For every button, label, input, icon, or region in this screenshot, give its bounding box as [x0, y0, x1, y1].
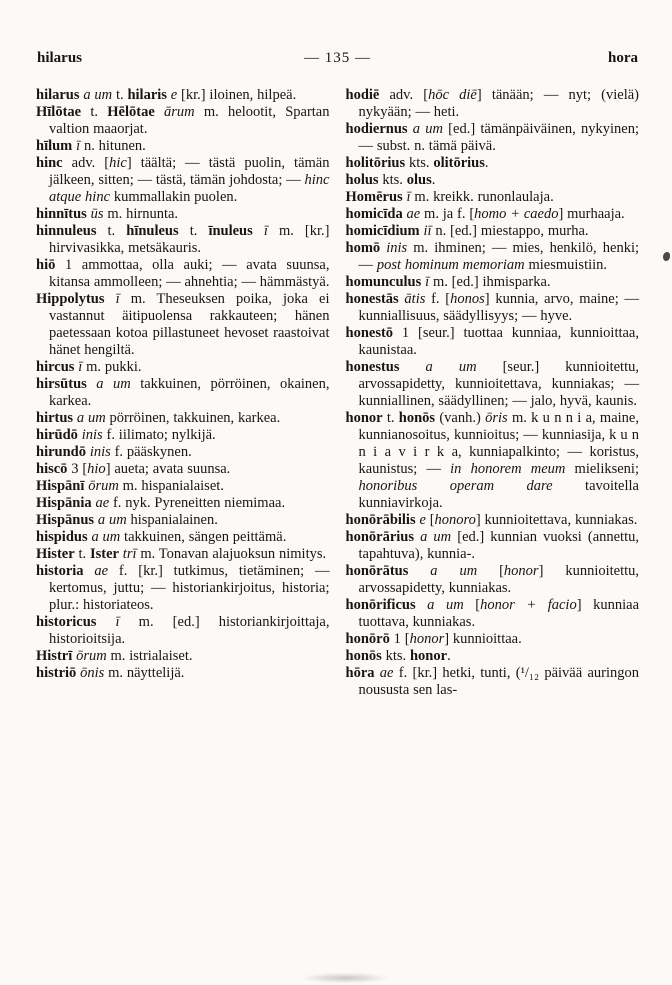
definition-text: ] kunnioittaa.: [444, 631, 522, 647]
inflection: ōrum: [76, 648, 107, 664]
definition-text: [: [463, 597, 481, 613]
definition-text: [400, 359, 426, 375]
headword: Hippolytus: [36, 291, 105, 307]
headword: homicīdium: [345, 223, 420, 239]
definition-text: [: [425, 512, 435, 528]
definition-text: 3 [: [67, 461, 88, 477]
right-column: [346, 87, 640, 699]
definition-text: f. nyk. Pyreneitten niemimaa.: [109, 495, 286, 511]
definition-text: f. [kr.] tutkimus, tietäminen; — kertomus, juttu; — historiankirjoitus, historia; plur.: historiateos.: [49, 563, 330, 613]
headword: hodiē: [345, 87, 380, 103]
definition-text: m. hispanialaiset.: [118, 478, 224, 494]
inflection: a um: [83, 87, 113, 103]
definition-text: [ed.] kunnian vuoksi (annettu, tapahtuva), kunnia-.: [358, 529, 639, 562]
dictionary-entry: [36, 359, 330, 376]
inflection: honor: [409, 631, 445, 647]
definition-text: [ed.] tämänpäiväinen, nykyinen; — subst. n. tämä päivä.: [358, 121, 639, 154]
scan-artifact: [300, 973, 390, 983]
headword: Hister: [36, 546, 75, 562]
inflection: in honorem meum: [450, 461, 566, 477]
headword: honestus: [345, 359, 400, 375]
headword: Hēlōtae: [107, 104, 155, 120]
dictionary-entry: [36, 461, 330, 478]
headword: hinc: [36, 155, 63, 171]
dictionary-entry: [346, 240, 640, 274]
headword: honor: [345, 410, 383, 426]
headword: homō: [345, 240, 381, 256]
definition-text: t.: [74, 546, 90, 562]
dictionary-entry: [346, 325, 640, 359]
running-head-last-word: hora: [608, 50, 638, 66]
headword: Hispānia: [36, 495, 92, 511]
definition-text: m. [ed.] historiankirjoittaja, historioitsija.: [49, 614, 330, 647]
definition-text: m. Tonavan alajuoksun nimitys.: [136, 546, 327, 562]
definition-text: [105, 291, 116, 307]
headword: Hīlōtae: [36, 104, 82, 120]
headword: hīnuleus: [126, 223, 179, 239]
dictionary-entry: [346, 206, 640, 223]
definition-text: t.: [96, 223, 127, 239]
definition-text: ] täältä; — tästä puolin, tämän jälkeen, sitten; — tästä, tämän johdosta; —: [49, 155, 330, 188]
dictionary-entry: [36, 138, 330, 155]
definition-text: mielikseni;: [565, 461, 639, 477]
inflection: a um: [427, 597, 464, 613]
headword: Histrī: [36, 648, 73, 664]
definition-text: [87, 376, 96, 392]
dictionary-entry: [36, 512, 330, 529]
definition-text: f. [kr.] hetki, tunti, (¹/₁₂ päivää auringon noususta sen las-: [358, 665, 640, 698]
headword: hiō: [36, 257, 56, 273]
inflection: ōrum: [88, 478, 119, 494]
inflection: e: [419, 512, 426, 528]
definition-text: t.: [112, 87, 128, 103]
definition-text: [96, 614, 115, 630]
dictionary-entry: [346, 512, 640, 529]
definition-text: t.: [81, 104, 108, 120]
definition-text: m. k u n n i a, maine, kunnianosoitus, kunnioitus; — kunniasija, k u n n i a v i r k a, kunniapalkinto; — koristus, kaunistus; —: [358, 410, 639, 477]
headword: Hispānī: [36, 478, 85, 494]
headword: honōrificus: [345, 597, 416, 613]
definition-text: m. pukki.: [82, 359, 142, 375]
definition-text: [kr.] iloinen, hilpeä.: [177, 87, 297, 103]
inflection: honor + facio: [480, 597, 577, 613]
definition-text: .: [484, 155, 489, 171]
definition-text: m. ja f. [: [420, 206, 475, 222]
dictionary-entry: [36, 648, 330, 665]
definition-text: kts.: [378, 172, 407, 188]
definition-text: [: [477, 563, 504, 579]
dictionary-entry: [36, 427, 330, 444]
headword: hirundō: [36, 444, 86, 460]
definition-text: takkuinen, sängen peittämä.: [120, 529, 287, 545]
inflection: homo + caedo: [474, 206, 559, 222]
headword: hirtus: [36, 410, 74, 426]
dictionary-entry: [36, 376, 330, 410]
running-head-first-word: hilarus: [37, 50, 83, 66]
definition-text: miesmuistiin.: [524, 257, 608, 273]
definition-text: m. näyttelijä.: [104, 665, 185, 681]
definition-text: f. pääskynen.: [110, 444, 192, 460]
inflection: ae: [379, 665, 394, 681]
headword: hīlum: [36, 138, 73, 154]
headword: hodiernus: [345, 121, 408, 137]
inflection: ī: [263, 223, 268, 239]
definition-text: ] kunnia, arvo, maine; — kunniallisuus, säädyllisyys; — hyve.: [358, 291, 639, 324]
definition-text: (vanh.): [435, 410, 486, 426]
inflection: inis: [386, 240, 408, 256]
headword: holus: [345, 172, 379, 188]
dictionary-entry: [36, 223, 330, 257]
dictionary-entry: [346, 223, 640, 240]
headword: honōrārius: [345, 529, 414, 545]
headword: hilaris: [127, 87, 167, 103]
headword: hōra: [345, 665, 375, 681]
inflection: trī: [122, 546, 137, 562]
definition-text: ] kunniaa tuottava, kunniakas.: [358, 597, 640, 630]
definition-text: m. [ed.] ihmisparka.: [429, 274, 551, 290]
definition-text: n. hitunen.: [80, 138, 146, 154]
definition-text: kummallakin puolen.: [110, 189, 238, 205]
headword: honestās: [345, 291, 399, 307]
headword: olitōrius: [433, 155, 485, 171]
dictionary-entry: [36, 155, 330, 206]
definition-text: n. [ed.] miestappo, murha.: [431, 223, 589, 239]
headword: hispidus: [36, 529, 88, 545]
headword: hircus: [36, 359, 75, 375]
definition-text: [84, 563, 95, 579]
definition-text: f. iilimato; nylkijä.: [102, 427, 216, 443]
definition-text: takkuinen, pörröinen, okainen, karkea.: [49, 376, 330, 409]
scan-artifact: [663, 252, 670, 261]
headword: hirūdō: [36, 427, 78, 443]
definition-text: [416, 597, 428, 613]
inflection: ī: [406, 189, 411, 205]
headword: historicus: [36, 614, 97, 630]
inflection: ī: [115, 614, 120, 630]
definition-text: ] kunnioitettu, arvossapidetty, kunniakas.: [358, 563, 640, 596]
inflection: a um: [420, 529, 452, 545]
dictionary-entry: [36, 529, 330, 546]
headword: hinnītus: [36, 206, 87, 222]
dictionary-entry: [36, 614, 330, 648]
headword: homunculus: [345, 274, 422, 290]
definition-text: [253, 223, 264, 239]
dictionary-entry: [36, 495, 330, 512]
definition-text: [408, 563, 430, 579]
headword: hinnuleus: [36, 223, 97, 239]
inflection: ōnis: [80, 665, 105, 681]
headword: honōrātus: [345, 563, 409, 579]
inflection: ūs: [90, 206, 104, 222]
dictionary-entry: [36, 104, 330, 138]
dictionary-entry: [346, 121, 640, 155]
definition-text: m. ihminen; — mies, henkilö, henki; —: [358, 240, 640, 273]
inflection: honoribus operam dare: [358, 478, 553, 494]
dictionary-entry: [36, 546, 330, 563]
definition-text: t.: [382, 410, 399, 426]
inflection: ī: [78, 359, 83, 375]
headword: honōrō: [345, 631, 390, 647]
headword: īnuleus: [208, 223, 253, 239]
inflection: a um: [412, 121, 443, 137]
inflection: inis: [89, 444, 111, 460]
dictionary-entry: [36, 444, 330, 461]
text-columns: [36, 87, 639, 699]
dictionary-entry: [346, 410, 640, 512]
dictionary-entry: [36, 291, 330, 359]
inflection: a um: [425, 359, 477, 375]
definition-text: 1 [: [389, 631, 410, 647]
dictionary-entry: [346, 189, 640, 206]
headword: honestō: [345, 325, 394, 341]
inflection: inis: [81, 427, 103, 443]
inflection: a um: [97, 512, 127, 528]
definition-text: 1 ammottaa, olla auki; — avata suunsa, kitansa ammolleen; — ahnehtia; — hämmästyä.: [49, 257, 330, 290]
inflection: iī: [423, 223, 432, 239]
definition-text: m. [kr.] hirvivasikka, metsäkauris.: [49, 223, 330, 256]
dictionary-entry: [346, 529, 640, 563]
inflection: honoro: [434, 512, 476, 528]
definition-text: m. kreikk. runonlaulaja.: [410, 189, 554, 205]
definition-text: .: [431, 172, 436, 188]
definition-text: m. helootit, Spartan valtion maaorjat.: [49, 104, 330, 137]
dictionary-entry: [36, 257, 330, 291]
definition-text: tavoitella kunniavirkoja.: [358, 478, 639, 511]
dictionary-entry: [36, 563, 330, 614]
inflection: ātis: [404, 291, 426, 307]
dictionary-entry: [346, 274, 640, 291]
headword: hiscō: [36, 461, 68, 477]
dictionary-entry: [346, 563, 640, 597]
definition-text: adv. [: [379, 87, 429, 103]
inflection: ae: [95, 495, 110, 511]
inflection: e: [170, 87, 178, 103]
inflection: ae: [94, 563, 109, 579]
inflection: honos: [450, 291, 485, 307]
headword: Homērus: [345, 189, 403, 205]
definition-text: m. hirnunta.: [103, 206, 179, 222]
dictionary-entry: [36, 206, 330, 223]
dictionary-entry: [346, 665, 640, 699]
headword: honōs: [398, 410, 436, 426]
inflection: hic: [109, 155, 127, 171]
headword: honōs: [345, 648, 382, 664]
inflection: honor: [503, 563, 539, 579]
inflection: ī: [425, 274, 430, 290]
dictionary-entry: [36, 665, 330, 682]
definition-text: ] murhaaja.: [558, 206, 625, 222]
inflection: post hominum memoriam: [376, 257, 525, 273]
dictionary-entry: [36, 410, 330, 427]
dictionary-entry: [346, 87, 640, 121]
headword: historia: [36, 563, 84, 579]
dictionary-entry: [346, 648, 640, 665]
definition-text: ] tänään; — nyt; (vielä) nykyään; — heti.: [358, 87, 639, 120]
definition-text: m. istrialaiset.: [106, 648, 193, 664]
inflection: hinc atque hinc: [49, 172, 330, 205]
inflection: ae: [406, 206, 421, 222]
inflection: hōc diē: [428, 87, 477, 103]
headword: Ister: [89, 546, 119, 562]
headword: hilarus: [36, 87, 80, 103]
headword: homicīda: [345, 206, 403, 222]
page-number: — 135 —: [304, 50, 371, 66]
inflection: a um: [96, 376, 131, 392]
definition-text: 1 [seur.] tuottaa kunniaa, kunnioittaa, kaunistaa.: [358, 325, 639, 358]
headword: holitōrius: [345, 155, 406, 171]
dictionary-entry: [346, 631, 640, 648]
definition-text: .: [447, 648, 451, 664]
running-head: [36, 50, 639, 67]
definition-text: [155, 104, 164, 120]
headword: honōrābilis: [345, 512, 416, 528]
headword: histriō: [36, 665, 77, 681]
left-column: [36, 87, 330, 699]
definition-text: t.: [178, 223, 209, 239]
definition-text: ] aueta; avata suunsa.: [105, 461, 231, 477]
dictionary-entry: [346, 597, 640, 631]
definition-text: hispanialainen.: [126, 512, 218, 528]
dictionary-entry: [346, 359, 640, 410]
inflection: a um: [91, 529, 121, 545]
inflection: ī: [76, 138, 81, 154]
definition-text: f. [: [425, 291, 451, 307]
definition-text: kts.: [381, 648, 410, 664]
headword: olus: [406, 172, 432, 188]
dictionary-entry: [36, 87, 330, 104]
definition-text: adv. [: [62, 155, 110, 171]
inflection: ārum: [164, 104, 195, 120]
dictionary-entry: [346, 172, 640, 189]
inflection: a um: [430, 563, 478, 579]
definition-text: kts.: [405, 155, 434, 171]
dictionary-entry: [36, 478, 330, 495]
definition-text: [seur.] kunnioitettu, arvossapidetty, kunnioitettava, kunniakas; — kunniallinen, säädyllinen; — jalo, hyvä, kaunis.: [358, 359, 639, 409]
definition-text: m. Theseuksen poika, joka ei vastannut äitipuolensa rakkauteen; hänen paetessaan kotoa pillastuneet hevoset raastoivat hänet hengiltä.: [49, 291, 330, 358]
headword: hirsūtus: [36, 376, 87, 392]
inflection: ī: [115, 291, 120, 307]
inflection: hio: [87, 461, 106, 477]
inflection: ōris: [485, 410, 508, 426]
headword: honor: [409, 648, 448, 664]
definition-text: ] kunnioitettava, kunniakas.: [475, 512, 638, 528]
dictionary-entry: [346, 291, 640, 325]
definition-text: pörröinen, takkuinen, karkea.: [105, 410, 281, 426]
inflection: a um: [76, 410, 106, 426]
dictionary-entry: [346, 155, 640, 172]
headword: Hispānus: [36, 512, 95, 528]
